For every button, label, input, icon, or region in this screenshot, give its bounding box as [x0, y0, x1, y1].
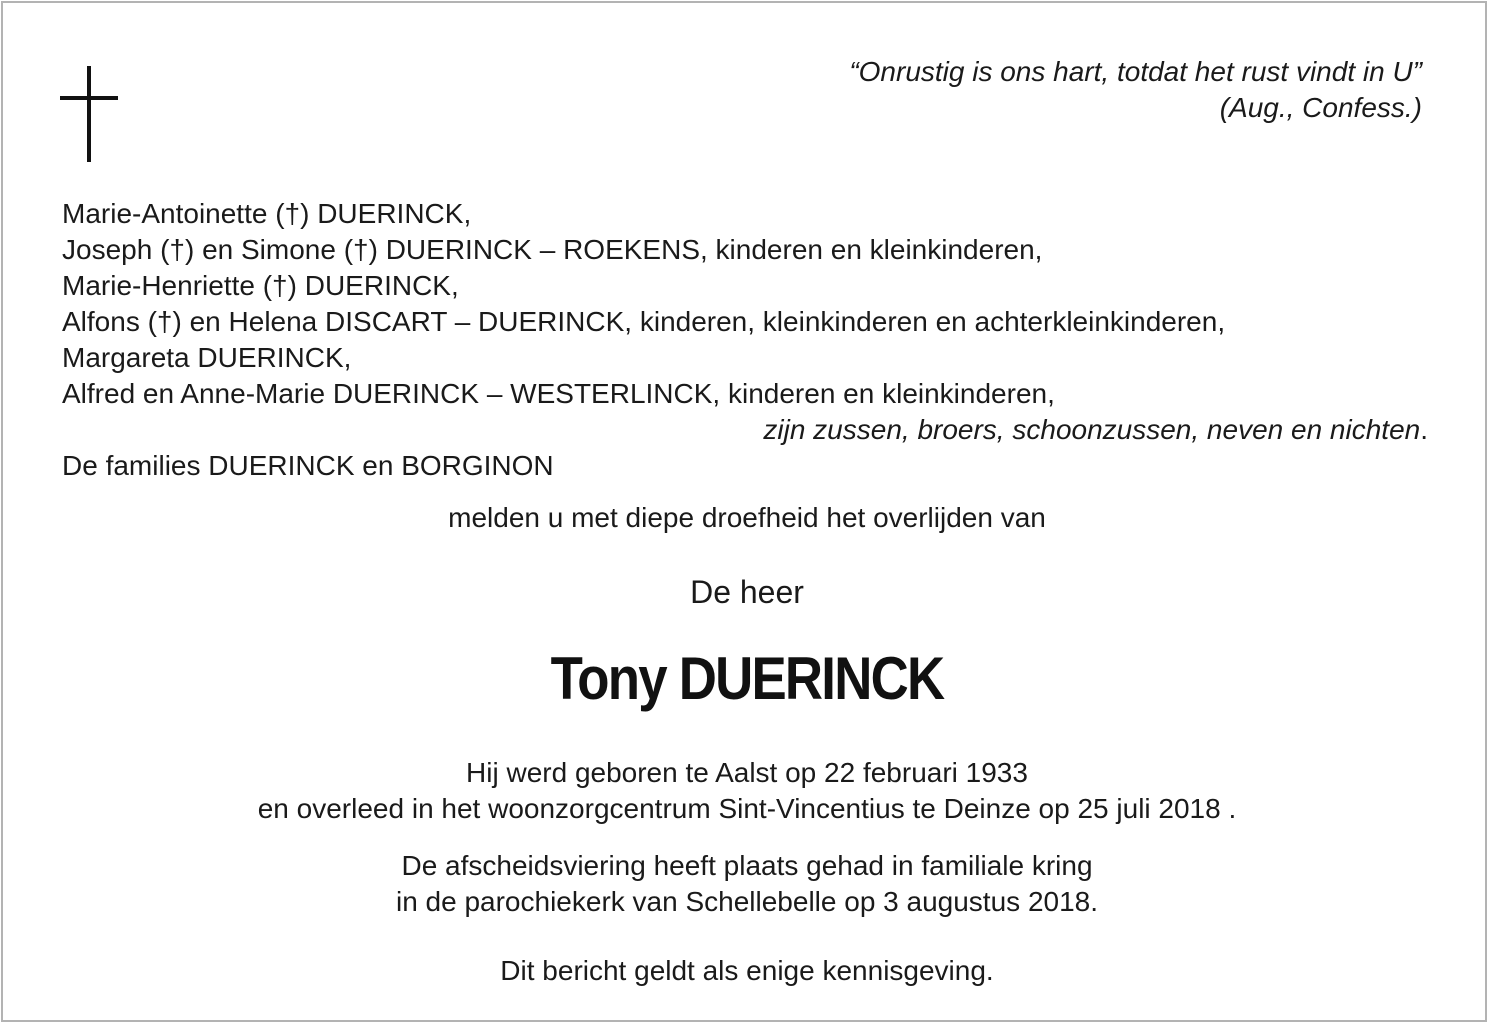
quote-text: “Onrustig is ons hart, totdat het rust vindt in U” — [849, 56, 1422, 87]
cross-icon — [60, 66, 118, 162]
obituary-card — [1, 1, 1487, 1022]
family-line: Margareta DUERINCK, — [62, 342, 352, 373]
family-list — [62, 196, 1428, 484]
service-location-line: in de parochiekerk van Schellebelle op 3 augustus 2018. — [395, 886, 1099, 917]
honorific-text: De heer — [690, 574, 804, 610]
family-line: Alfons (†) en Helena DISCART – DUERINCK, kinderen, kleinkinderen en achterkleinkinderen, — [62, 306, 1226, 337]
death-line: en overleed in het woonzorgcentrum Sint-Vincentius te Deinze op 25 juli 2018 . — [257, 793, 1237, 824]
family-relation-period: . — [1420, 414, 1428, 445]
birth-line: Hij werd geboren te Aalst op 22 februari 1933 — [466, 757, 1028, 788]
family-line: Joseph (†) en Simone (†) DUERINCK – ROEKENS, kinderen en kleinkinderen, — [62, 234, 1043, 265]
announcement-text: melden u met diepe droefheid het overlijden van — [448, 502, 1046, 533]
family-line: Marie-Henriette (†) DUERINCK, — [62, 270, 459, 301]
birth-details — [3, 755, 1488, 827]
service-details — [3, 848, 1488, 920]
family-line: Marie-Antoinette (†) DUERINCK, — [62, 198, 472, 229]
quote-source: (Aug., Confess.) — [1219, 92, 1422, 123]
family-relation-text: zijn zussen, broers, schoonzussen, neven en nichten — [763, 414, 1421, 445]
family-line: Alfred en Anne-Marie DUERINCK – WESTERLINCK, kinderen en kleinkinderen, — [62, 378, 1055, 409]
notice — [3, 953, 1488, 989]
honorific — [3, 572, 1488, 612]
families-line: De families DUERINCK en BORGINON — [62, 450, 554, 481]
notice-text: Dit bericht geldt als enige kennisgeving. — [500, 955, 994, 986]
quote-block — [849, 54, 1422, 126]
service-line: De afscheidsviering heeft plaats gehad in familiale kring — [401, 850, 1093, 881]
announcement — [3, 500, 1488, 536]
deceased-name: Tony DUERINCK — [550, 645, 944, 712]
family-relation — [62, 412, 1428, 448]
